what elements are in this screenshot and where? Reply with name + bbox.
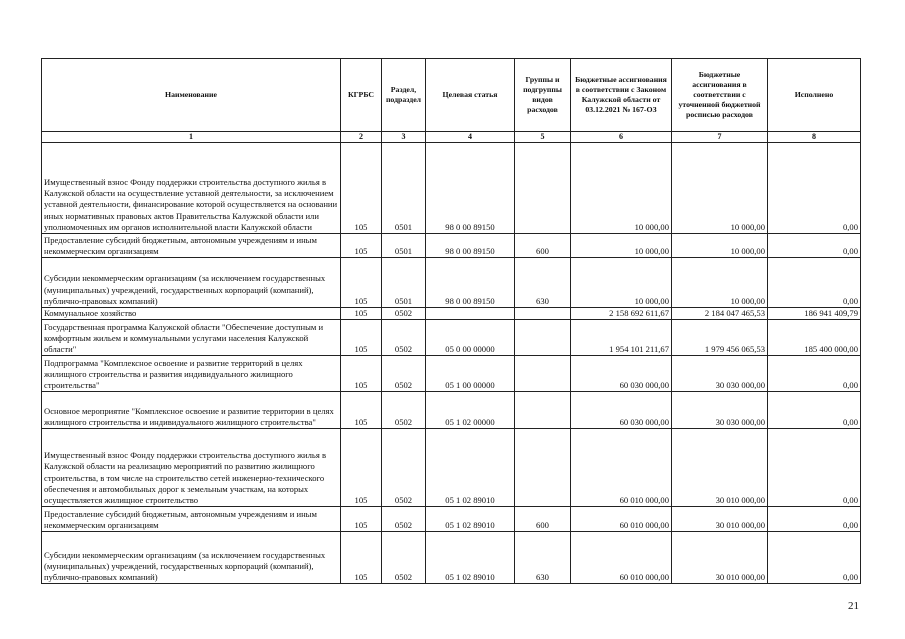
header-name: Наименование [42,59,341,132]
row-kgrbs: 105 [341,507,382,532]
row-kgrbs: 105 [341,258,382,308]
header-section: Раздел, подраздел [382,59,426,132]
row-executed-amount: 0,00 [768,429,861,507]
column-number: 3 [382,132,426,143]
row-law-amount: 2 158 692 611,67 [571,308,672,320]
row-section: 0502 [382,507,426,532]
row-roster-amount: 10 000,00 [672,234,768,258]
column-number: 4 [426,132,515,143]
row-roster-amount: 2 184 047 465,53 [672,308,768,320]
header-target: Целевая статья [426,59,515,132]
row-kgrbs: 105 [341,532,382,584]
row-roster-amount: 30 010 000,00 [672,507,768,532]
row-kgrbs: 105 [341,356,382,392]
row-law-amount: 60 030 000,00 [571,392,672,429]
column-number-row [42,132,861,143]
row-target: 98 0 00 89150 [426,234,515,258]
row-name: Предоставление субсидий бюджетным, автономным учреждениям и иным некоммерческим организациям [42,507,341,532]
row-executed-amount: 0,00 [768,532,861,584]
row-target: 05 1 02 00000 [426,392,515,429]
row-target: 98 0 00 89150 [426,258,515,308]
row-law-amount: 60 030 000,00 [571,356,672,392]
table-row [42,320,861,356]
row-name: Имущественный взнос Фонду поддержки строительства доступного жилья в Калужской области на осуществление уставной деятельности, за исключением уставной деятельности, финансирование которой осуществляется на основании иных нормативных правовых актов Правительства Калужской области или уполномоченных им органов исполнительной власти Калужской области [42,143,341,234]
page-number: 21 [848,600,859,612]
row-group [515,392,571,429]
row-executed-amount: 0,00 [768,258,861,308]
row-name: Государственная программа Калужской области "Обеспечение доступным и комфортным жильем и коммунальными услугами населения Калужской области" [42,320,341,356]
row-roster-amount: 10 000,00 [672,258,768,308]
row-target: 98 0 00 89150 [426,143,515,234]
row-section: 0502 [382,532,426,584]
row-section: 0502 [382,429,426,507]
column-number: 6 [571,132,672,143]
row-executed-amount: 0,00 [768,507,861,532]
row-section: 0501 [382,143,426,234]
row-group: 630 [515,532,571,584]
row-kgrbs: 105 [341,392,382,429]
header-kgrbs: КГРБС [341,59,382,132]
row-law-amount: 60 010 000,00 [571,429,672,507]
row-roster-amount: 1 979 456 065,53 [672,320,768,356]
row-law-amount: 1 954 101 211,67 [571,320,672,356]
table-row [42,532,861,584]
table-row [42,308,861,320]
row-roster-amount: 30 030 000,00 [672,356,768,392]
column-number: 8 [768,132,861,143]
row-group: 600 [515,507,571,532]
table-row [42,143,861,234]
row-law-amount: 10 000,00 [571,234,672,258]
row-group: 630 [515,258,571,308]
row-kgrbs: 105 [341,234,382,258]
row-law-amount: 10 000,00 [571,143,672,234]
row-roster-amount: 30 030 000,00 [672,392,768,429]
row-section: 0502 [382,392,426,429]
row-kgrbs: 105 [341,308,382,320]
column-number: 1 [42,132,341,143]
row-target: 05 1 02 89010 [426,429,515,507]
row-section: 0501 [382,258,426,308]
header-law-allocations: Бюджетные ассигнования в соответствии с Законом Калужской области от 03.12.2021 № 167-ОЗ [571,59,672,132]
row-executed-amount: 186 941 409,79 [768,308,861,320]
row-target: 05 1 02 89010 [426,507,515,532]
budget-table [41,58,861,584]
row-section: 0502 [382,320,426,356]
header-row [42,59,861,132]
row-kgrbs: 105 [341,429,382,507]
header-executed: Исполнено [768,59,861,132]
row-name: Субсидии некоммерческим организациям (за исключением государственных (муниципальных) учреждений, государственных корпораций (компаний), публично-правовых компаний) [42,258,341,308]
row-group: 600 [515,234,571,258]
row-law-amount: 60 010 000,00 [571,507,672,532]
row-group [515,308,571,320]
row-name: Основное мероприятие "Комплексное освоение и развитие территории в целях жилищного строительства и индивидуального жилищного строительства" [42,392,341,429]
row-name: Имущественный взнос Фонду поддержки строительства доступного жилья в Калужской области на реализацию мероприятий по развитию жилищного строительства, в том числе на строительство сетей инженерно-технического обеспечения и автомобильных дорог к земельным участкам, на которых осуществляется жилищное строительство [42,429,341,507]
row-group [515,356,571,392]
table-row [42,356,861,392]
row-executed-amount: 0,00 [768,392,861,429]
row-group [515,143,571,234]
row-executed-amount: 185 400 000,00 [768,320,861,356]
row-executed-amount: 0,00 [768,356,861,392]
row-name: Субсидии некоммерческим организациям (за исключением государственных (муниципальных) учреждений, государственных корпораций (компаний), публично-правовых компаний) [42,532,341,584]
table-row [42,392,861,429]
row-executed-amount: 0,00 [768,234,861,258]
row-roster-amount: 30 010 000,00 [672,429,768,507]
row-roster-amount: 30 010 000,00 [672,532,768,584]
row-group [515,320,571,356]
row-law-amount: 60 010 000,00 [571,532,672,584]
row-section: 0502 [382,356,426,392]
row-name: Предоставление субсидий бюджетным, автономным учреждениям и иным некоммерческим организациям [42,234,341,258]
row-roster-amount: 10 000,00 [672,143,768,234]
row-kgrbs: 105 [341,320,382,356]
row-law-amount: 10 000,00 [571,258,672,308]
column-number: 2 [341,132,382,143]
row-kgrbs: 105 [341,143,382,234]
row-section: 0502 [382,308,426,320]
row-target: 05 1 02 89010 [426,532,515,584]
row-target [426,308,515,320]
row-executed-amount: 0,00 [768,143,861,234]
header-roster-allocations: Бюджетные ассигнования в соответствии с уточненной бюджетной росписью расходов [672,59,768,132]
row-section: 0501 [382,234,426,258]
table-row [42,258,861,308]
row-name: Коммунальное хозяйство [42,308,341,320]
table-row [42,234,861,258]
column-number: 5 [515,132,571,143]
row-target: 05 0 00 00000 [426,320,515,356]
row-name: Подпрограмма "Комплексное освоение и развитие территорий в целях жилищного строительства и развития индивидуального жилищного строительства" [42,356,341,392]
header-group: Группы и подгруппы видов расходов [515,59,571,132]
column-number: 7 [672,132,768,143]
row-target: 05 1 00 00000 [426,356,515,392]
table-row [42,507,861,532]
row-group [515,429,571,507]
table-row [42,429,861,507]
